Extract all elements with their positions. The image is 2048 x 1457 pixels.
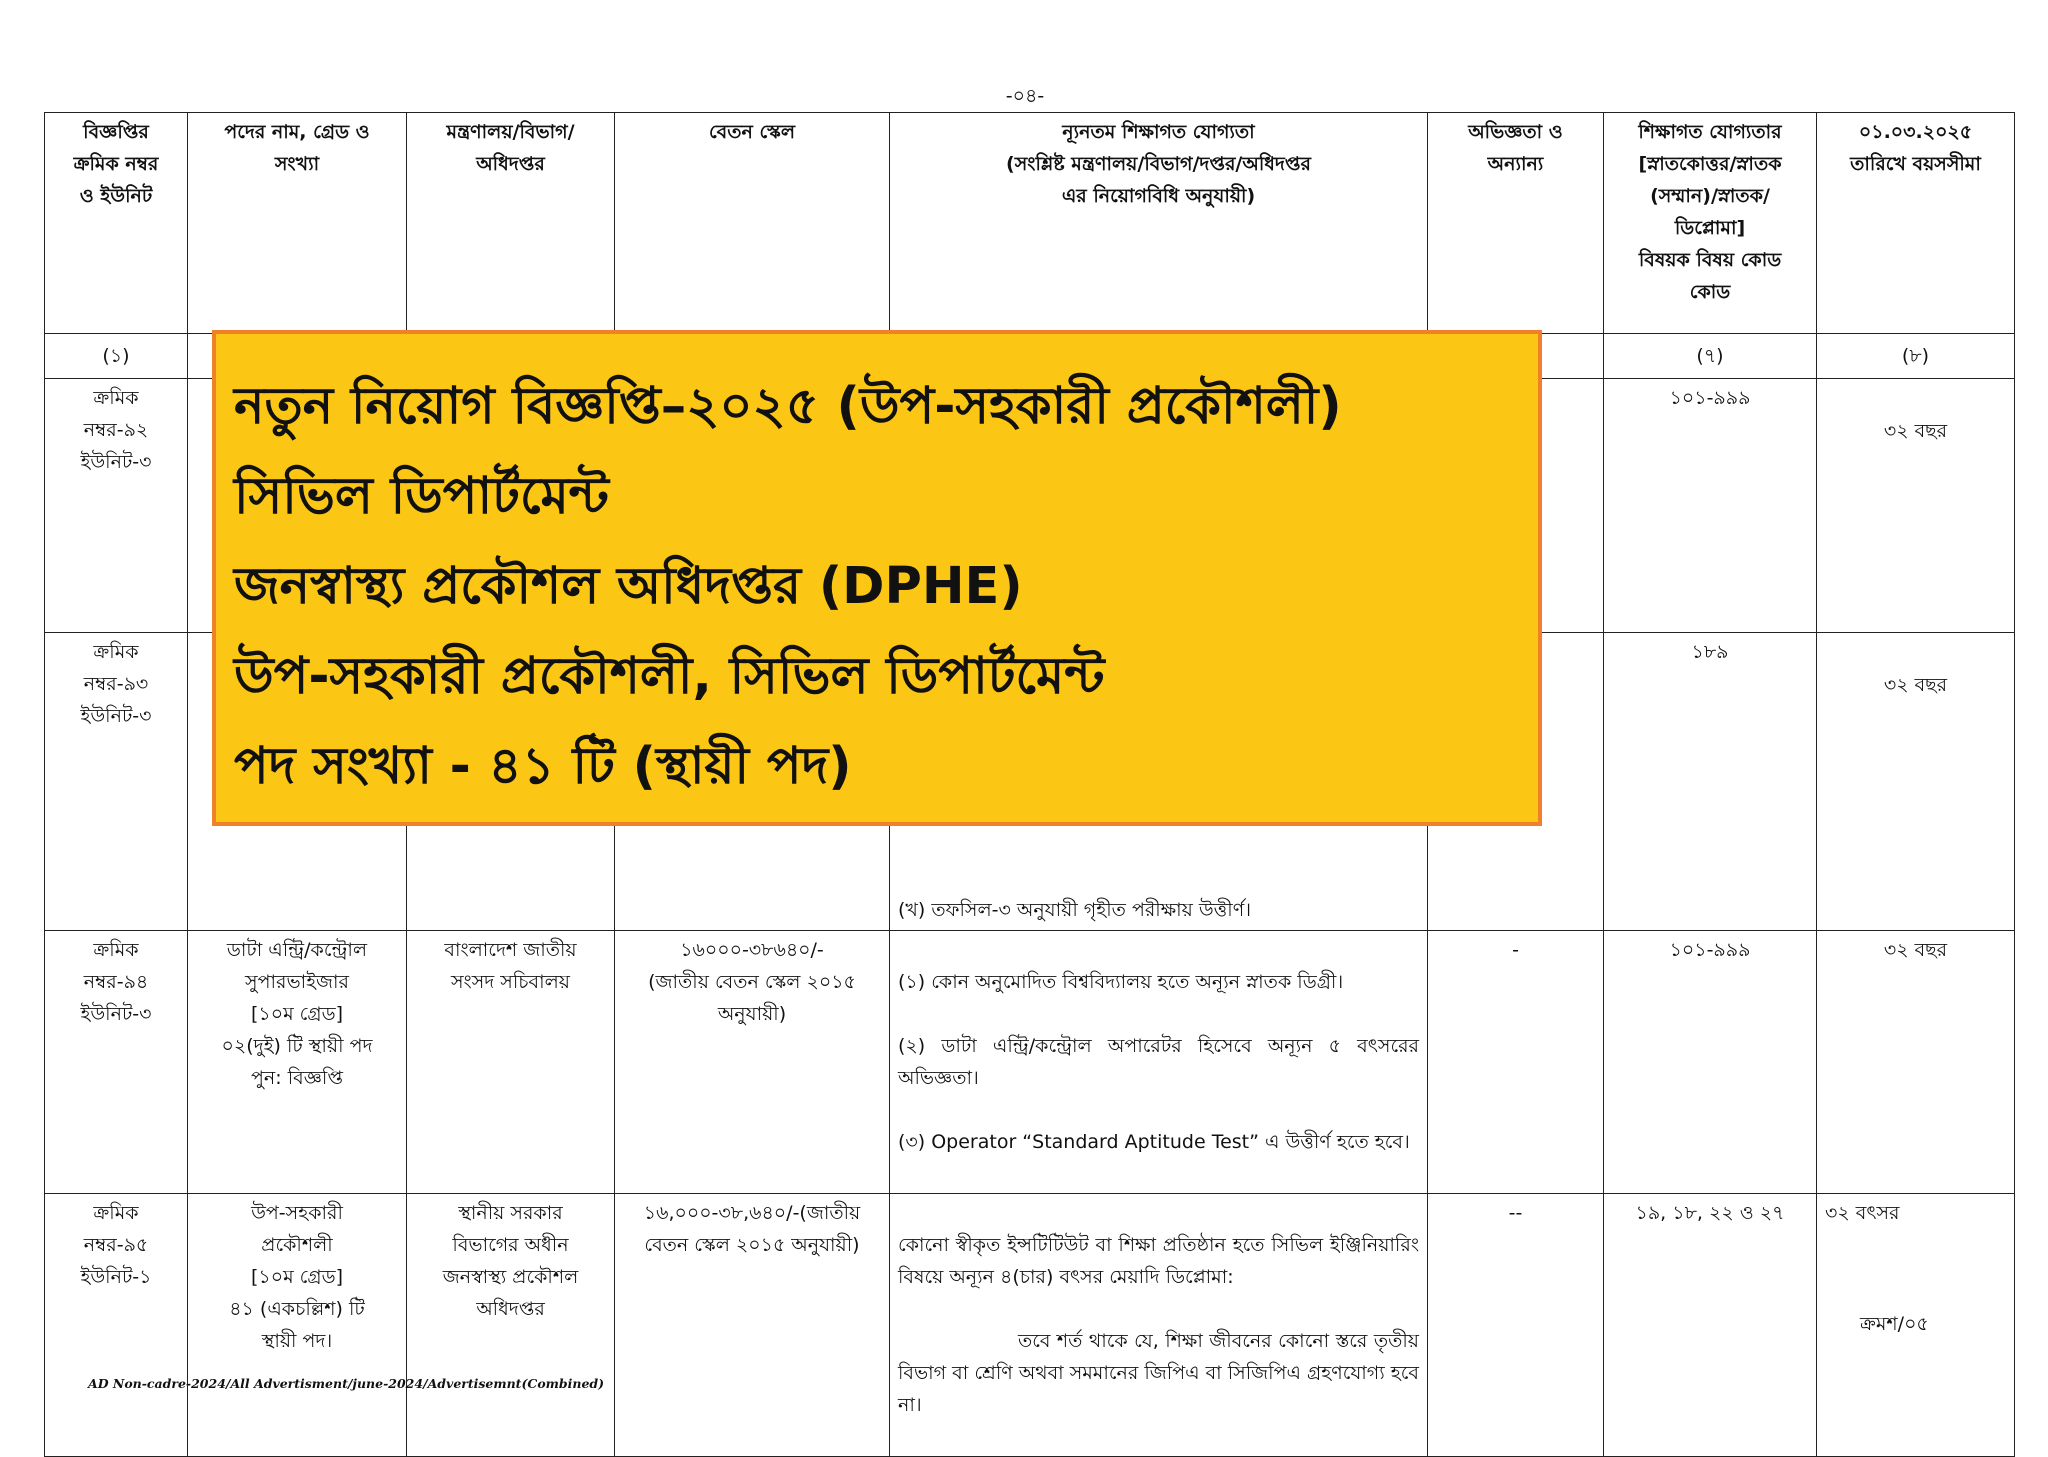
qualification-line: (২) ডাটা এন্ট্রি/কন্ট্রোল অপারেটর হিসেবে অন্যূন ৫ বৎসরের অভিজ্ঞতা।: [898, 1035, 1419, 1089]
table-row: [45, 931, 2015, 1194]
column-number: (৮): [1817, 334, 2015, 379]
subject-code-cell: ১৮৯: [1604, 633, 1817, 931]
age-limit-cell: ৩২ বছর: [1817, 931, 2015, 1194]
experience-cell: --: [1428, 1194, 1604, 1457]
age-limit-cell: ৩২ বছর: [1817, 379, 2015, 633]
serial-cell: ক্রমিক নম্বর-৯৫ ইউনিট-১: [45, 1194, 188, 1457]
qualification-line: তবে শর্ত থাকে যে, শিক্ষা জীবনের কোনো স্তরে তৃতীয় বিভাগ বা শ্রেণি অথবা সমমানের জিপিএ বা সিজিপিএ গ্রহণযোগ্য হবে না।: [898, 1330, 1419, 1416]
banner-post-count: পদ সংখ্যা - ৪১ টি (স্থায়ী পদ): [234, 737, 852, 796]
serial-cell: ক্রমিক নম্বর-৯৩ ইউনিট-৩: [45, 633, 188, 931]
header-age-limit: ০১.০৩.২০২৫ তারিখে বয়সসীমা: [1817, 113, 2015, 334]
announcement-banner: [212, 330, 1542, 826]
header-subject-code: শিক্ষাগত যোগ্যতার [স্নাতকোত্তর/স্নাতক (সম্মান)/স্নাতক/ ডিপ্লোমা] বিষয়ক বিষয় কোড কোড: [1604, 113, 1817, 334]
age-limit-cell: ৩২ বৎসর: [1817, 1194, 2015, 1457]
qualification-cell: [890, 931, 1428, 1194]
header-post: পদের নাম, গ্রেড ও সংখ্যা: [188, 113, 407, 334]
header-experience: অভিজ্ঞতা ও অন্যান্য: [1428, 113, 1604, 334]
qualification-note: (খ) তফসিল-৩ অনুযায়ী গৃহীত পরীক্ষায় উত্তীর্ণ।: [898, 899, 1251, 921]
header-row: [45, 113, 2015, 334]
pay-scale-cell: ১৬,০০০-৩৮,৬৪০/-(জাতীয় বেতন স্কেল ২০১৫ অনুযায়ী): [615, 1194, 890, 1457]
pay-scale-cell: ১৬০০০-৩৮৬৪০/- (জাতীয় বেতন স্কেল ২০১৫ অনুযায়ী): [615, 931, 890, 1194]
header-qualification: ন্যূনতম শিক্ষাগত যোগ্যতা (সংশ্লিষ্ট মন্ত্রণালয়/বিভাগ/দপ্তর/অধিদপ্তর এর নিয়োগবিধি অনুযায়ী): [890, 113, 1428, 334]
header-serial: বিজ্ঞপ্তির ক্রমিক নম্বর ও ইউনিট: [45, 113, 188, 334]
file-path: AD Non-cadre-2024/All Advertisment/june-2024/Advertisemnt(Combined): [88, 1376, 605, 1391]
continued-note: ক্রমশ/০৫: [1860, 1313, 1929, 1335]
qualification-line: কোনো স্বীকৃত ইন্সটিটিউট বা শিক্ষা প্রতিষ্ঠান হতে সিভিল ইঞ্জিনিয়ারিং বিষয়ে অন্যূন ৪(চার) বৎসর মেয়াদি ডিপ্লোমা:: [898, 1234, 1419, 1288]
age-limit-cell: ৩২ বছর: [1817, 633, 2015, 931]
page-number: -০৪-: [1005, 85, 1045, 107]
header-ministry: মন্ত্রণালয়/বিভাগ/ অধিদপ্তর: [407, 113, 615, 334]
subject-code-cell: ১০১-৯৯৯: [1604, 931, 1817, 1194]
post-cell: ডাটা এন্ট্রি/কন্ট্রোল সুপারভাইজার [১০ম গ্রেড] ০২(দুই) টি স্থায়ী পদ পুন: বিজ্ঞপ্তি: [188, 931, 407, 1194]
banner-department: সিভিল ডিপার্টমেন্ট: [234, 467, 609, 526]
column-number: (৭): [1604, 334, 1817, 379]
banner-organization: জনস্বাস্থ্য প্রকৌশল অধিদপ্তর (DPHE): [234, 557, 1023, 616]
experience-cell: -: [1428, 931, 1604, 1194]
subject-code-cell: ১০১-৯৯৯: [1604, 379, 1817, 633]
banner-post: উপ-সহকারী প্রকৌশলী, সিভিল ডিপার্টমেন্ট: [234, 647, 1105, 706]
ministry-cell: স্থানীয় সরকার বিভাগের অধীন জনস্বাস্থ্য প্রকৌশল অধিদপ্তর: [407, 1194, 615, 1457]
banner-title: নতুন নিয়োগ বিজ্ঞপ্তি–২০২৫ (উপ-সহকারী প্রকৌশলী): [234, 377, 1342, 436]
column-number: (১): [45, 334, 188, 379]
ministry-cell: বাংলাদেশ জাতীয় সংসদ সচিবালয়: [407, 931, 615, 1194]
subject-code-cell: ১৯, ১৮, ২২ ও ২৭: [1604, 1194, 1817, 1457]
qualification-cell: [890, 1194, 1428, 1457]
qualification-line: (১) কোন অনুমোদিত বিশ্ববিদ্যালয় হতে অন্যূন স্নাতক ডিগ্রী।: [898, 971, 1344, 993]
table-row: [45, 1194, 2015, 1457]
header-pay-scale: বেতন স্কেল: [615, 113, 890, 334]
qualification-line: (৩) Operator “Standard Aptitude Test” এ উত্তীর্ণ হতে হবে।: [898, 1131, 1410, 1153]
serial-cell: ক্রমিক নম্বর-৯৪ ইউনিট-৩: [45, 931, 188, 1194]
post-cell: উপ-সহকারী প্রকৌশলী [১০ম গ্রেড] ৪১ (একচল্লিশ) টি স্থায়ী পদ।: [188, 1194, 407, 1457]
serial-cell: ক্রমিক নম্বর-৯২ ইউনিট-৩: [45, 379, 188, 633]
